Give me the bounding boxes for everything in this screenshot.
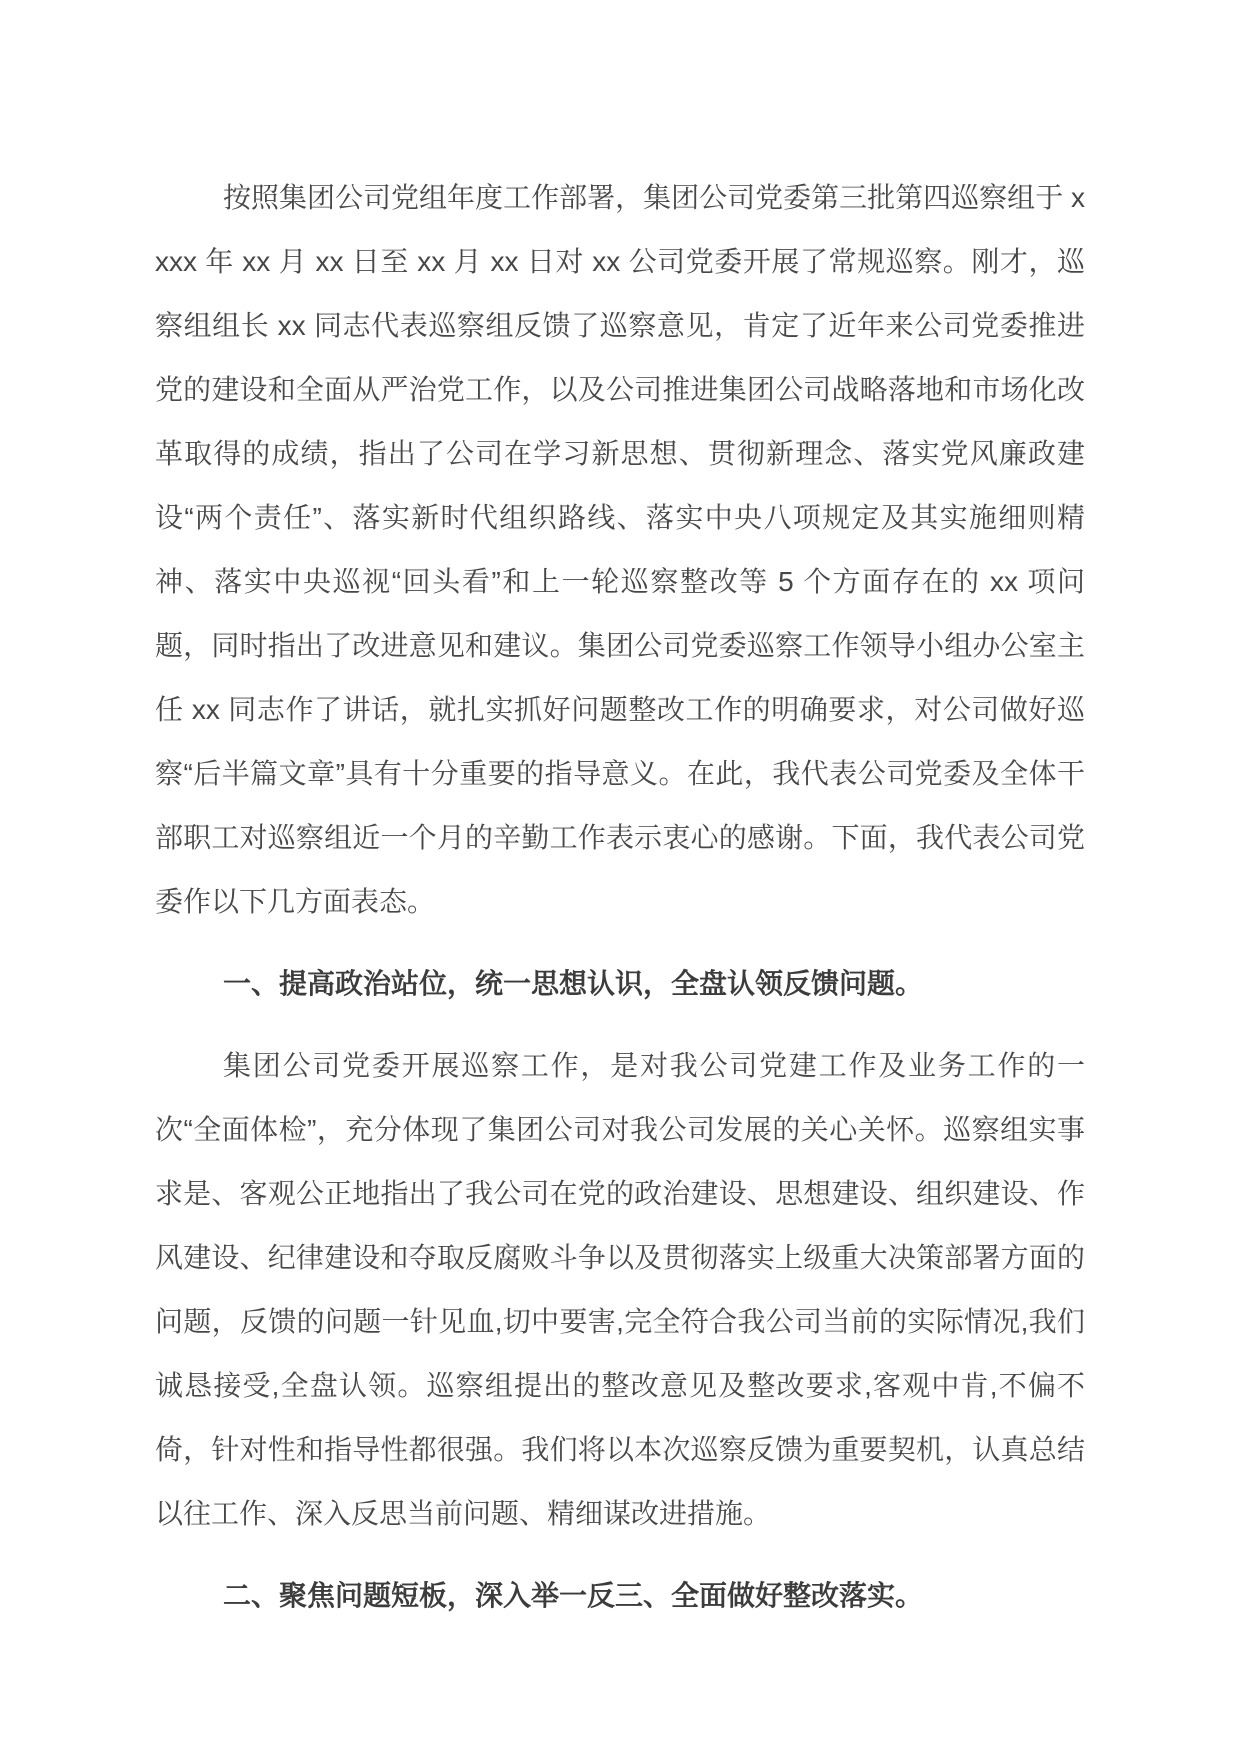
section-heading-2: 二、聚焦问题短板，深入举一反三、全面做好整改落实。: [223, 1580, 924, 1611]
paragraph-opening: 按照集团公司党组年度工作部署，集团公司党委第三批第四巡察组于 xxxx 年 xx 月 xx 日至 xx 月 xx 日对 xx 公司党委开展了常规巡察。刚才，巡察组组长 xx 同志代表巡察组反馈了巡察意见，肯定了近年来公司党委推进党的建设和全面从严治党工作，以及公司推进集团公司战略落地和市场化改革取得的成绩，指出了公司在学习新思想、贯彻新理念、落实党风廉政建设“两个责任”、落实新时代组织路线、落实中央八项规定及其实施细则精神、落实中央巡视“回头看”和上一轮巡察整改等 5 个方面存在的 xx 项问题，同时指出了改进意见和建议。集团公司党委巡察工作领导小组办公室主任 xx 同志作了讲话，就扎实抓好问题整改工作的明确要求，对公司做好巡察“后半篇文章”具有十分重要的指导意义。在此，我代表公司党委及全体干部职工对巡察组近一个月的辛勤工作表示衷心的感谢。下面，我代表公司党委作以下几方面表态。: [155, 182, 1085, 917]
section-heading-1: 一、提高政治站位，统一思想认识，全盘认领反馈问题。: [223, 968, 924, 999]
paragraph-section-1-body: 集团公司党委开展巡察工作，是对我公司党建工作及业务工作的一次“全面体检”，充分体现了集团公司对我公司发展的关心关怀。巡察组实事求是、客观公正地指出了我公司在党的政治建设、思想建设、组织建设、作风建设、纪律建设和夺取反腐败斗争以及贯彻落实上级重大决策部署方面的问题，反馈的问题一针见血,切中要害,完全符合我公司当前的实际情况,我们诚恳接受,全盘认领。巡察组提出的整改意见及整改要求,客观中肯,不偏不倚，针对性和指导性都很强。我们将以本次巡察反馈为重要契机，认真总结以往工作、深入反思当前问题、精细谋改进措施。: [155, 1050, 1085, 1529]
